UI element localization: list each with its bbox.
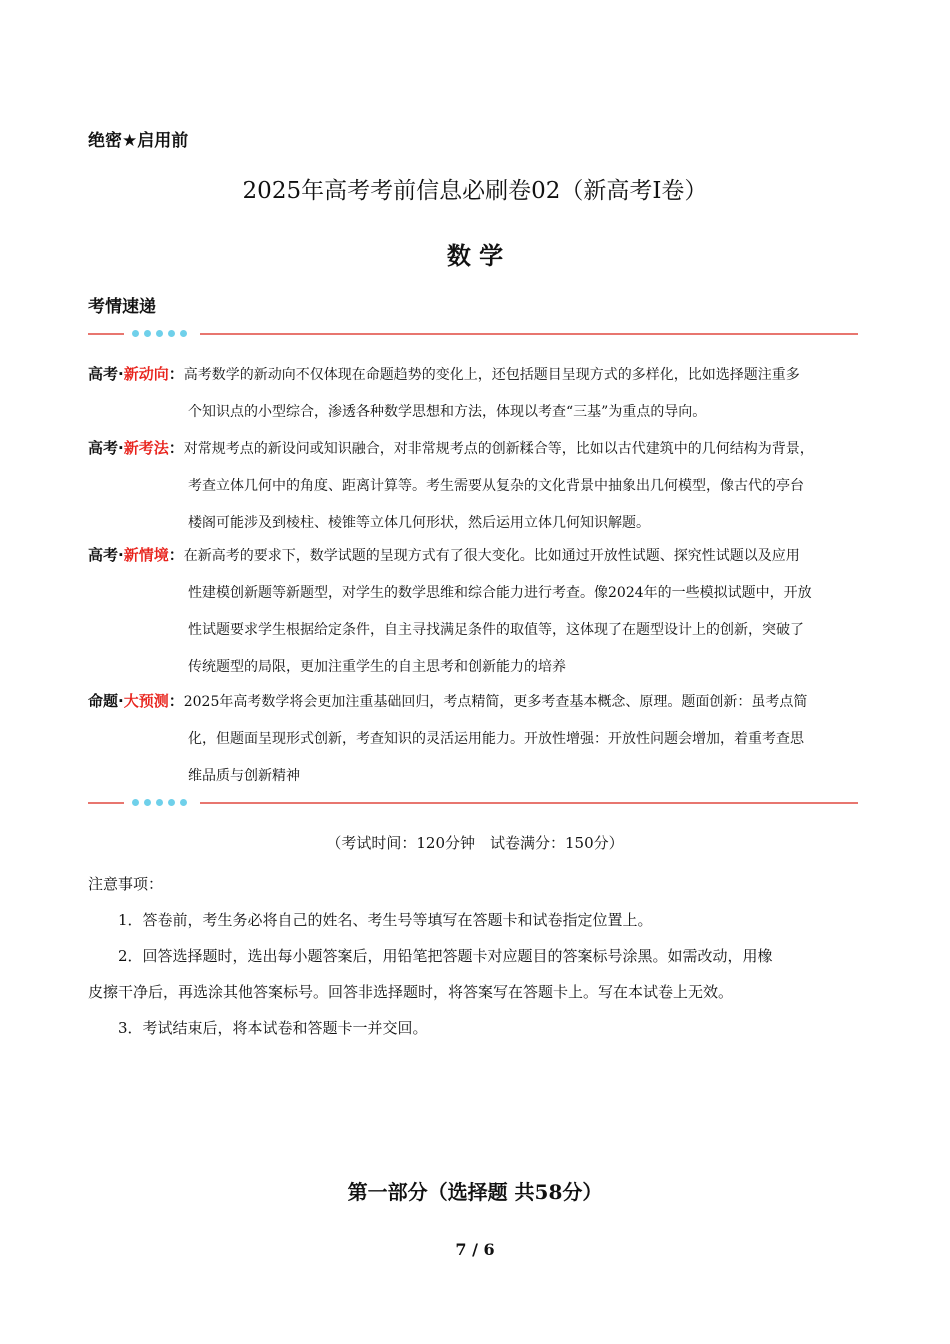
- item-text-line: 维品质与创新精神: [188, 768, 300, 784]
- item-label-prefix: 命题·: [88, 692, 124, 710]
- note-line: 3．考试结束后，将本试卷和答题卡一并交回。: [118, 1019, 428, 1037]
- item-text-line: 楼阁可能涉及到棱柱、棱锥等立体几何形状，然后运用立体几何知识解题。: [188, 515, 650, 531]
- exam-title: 2025年高考考前信息必刷卷02（新高考Ⅰ卷）: [242, 178, 708, 204]
- info-item-new-scenario: 高考·新情境：在新高考的要求下，数学试题的呈现方式有了很大变化。比如通过开放性试题、探究性试题以及应用 性建模创新题等新题型，对学生的数学思维和综合能力进行考查。像2024年的一些模拟试题中，开放 性试题要求学生根据给定条件，自主寻找满足条件的取值等，这体现了在题型设计上的创新，突破了 传统题型的局限，更加注重学生的自主思考和创新能力的培养: [88, 537, 873, 686]
- note-line: 1．答卷前，考生务必将自己的姓名、考生号等填写在答题卡和试卷指定位置上。: [118, 911, 653, 929]
- item-text-line: 高考数学的新动向不仅体现在命题趋势的变化上，还包括题目呈现方式的多样化，比如选择题注重多: [183, 367, 800, 383]
- info-item-prediction: 命题·大预测：2025年高考数学将会更加注重基础回归，考点精简，更多考查基本概念、原理。题面创新：虽考点简 化，但题面呈现形式创新，考查知识的灵活运用能力。开放性增强：开放性问题会增加，着重考查思 维品质与创新精神: [88, 683, 873, 795]
- item-label-prefix: 高考·: [88, 439, 124, 457]
- section-heading: 考情速递: [88, 297, 156, 317]
- item-text-line: 对常规考点的新设问或知识融合，对非常规考点的创新糅合等，比如以古代建筑中的几何结构为背景，: [183, 441, 814, 457]
- item-text-line: 传统题型的局限，更加注重学生的自主思考和创新能力的培养: [188, 659, 566, 675]
- item-text-line: 在新高考的要求下，数学试题的呈现方式有了很大变化。比如通过开放性试题、探究性试题以及应用: [183, 548, 800, 564]
- note-line: 皮擦干净后，再选涂其他答案标号。回答非选择题时，将答案写在答题卡上。写在本试卷上无效。: [88, 983, 734, 1001]
- item-label-highlight: 新动向: [123, 365, 169, 383]
- decorative-divider-top: [88, 329, 858, 339]
- secret-mark: 绝密★启用前: [88, 131, 189, 151]
- notes-section: [88, 866, 868, 1046]
- item-text-line: 个知识点的小型综合，渗透各种数学思想和方法，体现以考查“三基”为重点的导向。: [188, 404, 707, 420]
- exam-time-and-score: （考试时间：120分钟 试卷满分：150分）: [326, 834, 624, 852]
- item-text-line: 考查立体几何中的角度、距离计算等。考生需要从复杂的文化背景中抽象出几何模型，像古代的亭台: [188, 478, 804, 494]
- item-text-line: 化，但题面呈现形式创新，考查知识的灵活运用能力。开放性增强：开放性问题会增加，着重考查思: [188, 731, 804, 747]
- page-number: 7 / 6: [455, 1240, 495, 1259]
- note-line: 2．回答选择题时，选出每小题答案后，用铅笔把答题卡对应题目的答案标号涂黑。如需改动，用橡: [118, 947, 773, 965]
- info-item-new-direction: 高考·新动向：高考数学的新动向不仅体现在命题趋势的变化上，还包括题目呈现方式的多样化，比如选择题注重多 个知识点的小型综合，渗透各种数学思想和方法，体现以考查“三基”为重点的导向。: [88, 356, 873, 431]
- item-label-highlight: 新考法: [123, 439, 169, 457]
- info-item-new-method: 高考·新考法：对常规考点的新设问或知识融合，对非常规考点的创新糅合等，比如以古代建筑中的几何结构为背景， 考查立体几何中的角度、距离计算等。考生需要从复杂的文化背景中抽象出几何模型，像古代的亭台 楼阁可能涉及到棱柱、棱锥等立体几何形状，然后运用立体几何知识解题。: [88, 430, 873, 542]
- subject-title: 数 学: [446, 241, 504, 270]
- item-label-prefix: 高考·: [88, 546, 124, 564]
- item-text-line: 2025年高考数学将会更加注重基础回归，考点精简，更多考查基本概念、原理。题面创新：虽考点简: [183, 694, 808, 710]
- notes-title: 注意事项：: [88, 875, 164, 893]
- decorative-divider-bottom: [88, 798, 858, 808]
- item-label-highlight: 新情境: [123, 546, 169, 564]
- item-label-prefix: 高考·: [88, 365, 124, 383]
- part-title: 第一部分（选择题 共58分）: [347, 1180, 603, 1204]
- item-label-highlight: 大预测: [123, 692, 169, 710]
- item-text-line: 性建模创新题等新题型，对学生的数学思维和综合能力进行考查。像2024年的一些模拟试题中，开放: [188, 585, 812, 601]
- item-text-line: 性试题要求学生根据给定条件，自主寻找满足条件的取值等，这体现了在题型设计上的创新，突破了: [188, 622, 804, 638]
